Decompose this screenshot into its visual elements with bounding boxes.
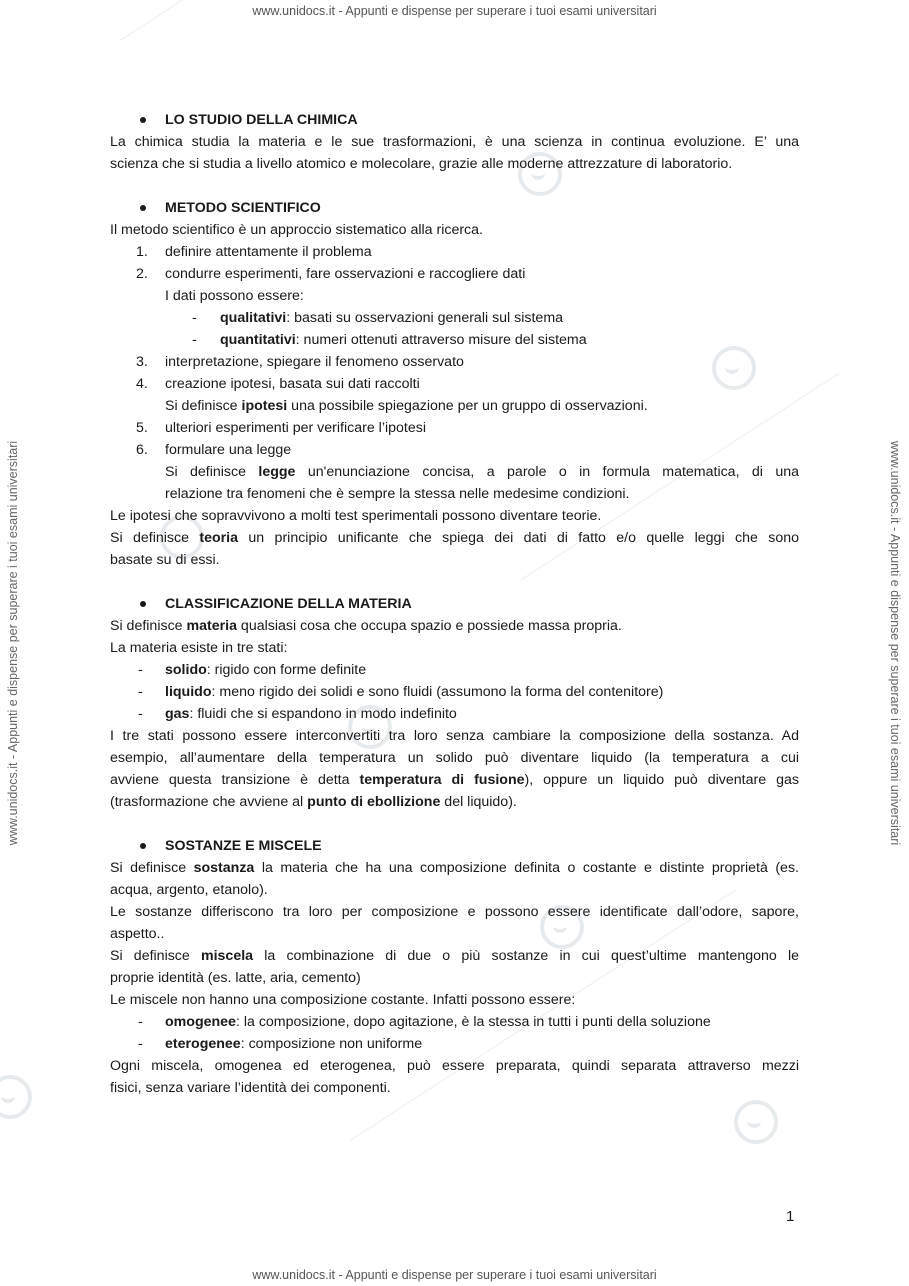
paragraph-line: La materia esiste in tre stati: xyxy=(110,640,288,656)
section-heading-sostanze-miscele: SOSTANZE E MISCELE xyxy=(110,835,799,857)
paragraph-line: acqua, argento, etanolo). xyxy=(110,882,268,898)
paragraph-line: Le ipotesi che sopravvivono a molti test sperimentali possono diventare teorie. xyxy=(110,508,602,524)
watermark-left: www.unidocs.it - Appunti e dispense per superare i tuoi esami universitari xyxy=(6,440,20,846)
paragraph-line: proprie identità (es. latte, aria, cemento) xyxy=(110,970,361,986)
watermark-right: www.unidocs.it - Appunti e dispense per superare i tuoi esami universitari xyxy=(888,440,902,846)
paragraph-line: scienza che si studia a livello atomico e molecolare, grazie alle moderne attrezzature di laboratorio. xyxy=(110,156,733,172)
list-item: 2. condurre esperimenti, fare osservazioni e raccogliere dati xyxy=(136,266,526,282)
list-item: 6. formulare una legge xyxy=(136,442,292,458)
paragraph-line: Ogni miscela, omogenea ed eterogenea, può essere preparata, quindi separata attraverso mezzi xyxy=(110,1058,799,1074)
paragraph-line: La chimica studia la materia e le sue trasformazioni, è una scienza in continua evoluzione. E’ una xyxy=(110,134,799,150)
page-number: 1 xyxy=(786,1208,795,1225)
list-item: 3. interpretazione, spiegare il fenomeno osservato xyxy=(136,354,464,370)
list-item-note: I dati possono essere: xyxy=(165,288,304,304)
sub-list-item: - qualitativi: basati su osservazioni generali sul sistema xyxy=(192,310,564,326)
paragraph-line: I tre stati possono essere interconvertiti tra loro senza cambiare la composizione della sostanza. Ad xyxy=(110,728,799,744)
list-item-note: relazione tra fenomeni che è sempre la stessa nelle medesime condizioni. xyxy=(165,486,630,502)
paragraph-line: Si definisce miscela la combinazione di due o più sostanze in cui quest’ultime mantengono le xyxy=(110,948,799,964)
list-item: 4. creazione ipotesi, basata sui dati raccolti xyxy=(136,376,420,392)
paragraph-line: basate su di essi. xyxy=(110,552,220,568)
document-body xyxy=(110,109,799,1099)
paragraph-line: Il metodo scientifico è un approccio sistematico alla ricerca. xyxy=(110,222,483,238)
sub-list-item: - quantitativi: numeri ottenuti attraverso misure del sistema xyxy=(192,332,587,348)
paragraph-line: Si definisce teoria un principio unificante che spiega dei dati di fatto e/o quelle leggi che sono xyxy=(110,530,799,546)
list-item: - omogenee: la composizione, dopo agitazione, è la stessa in tutti i punti della soluzione xyxy=(138,1014,711,1030)
section-heading-studio-chimica: LO STUDIO DELLA CHIMICA xyxy=(110,109,799,131)
list-item-note: Si definisce ipotesi una possibile spiegazione per un gruppo di osservazioni. xyxy=(165,398,648,414)
section-heading-metodo-scientifico: METODO SCIENTIFICO xyxy=(110,197,799,219)
list-item: - solido: rigido con forme definite xyxy=(138,662,367,678)
list-item-note: Si definisce legge un'enunciazione concisa, a parole o in formula matematica, di una xyxy=(165,464,800,480)
paragraph-line: Le miscele non hanno una composizione costante. Infatti possono essere: xyxy=(110,992,576,1008)
paragraph-line: Si definisce materia qualsiasi cosa che occupa spazio e possiede massa propria. xyxy=(110,618,622,634)
list-item: - eterogenee: composizione non uniforme xyxy=(138,1036,423,1052)
paragraph-line: esempio, all’aumentare della temperatura un solido può diventare liquido (la temperatura a cui xyxy=(110,750,799,766)
list-item: 1. definire attentamente il problema xyxy=(136,244,372,260)
paragraph-line: avviene questa transizione è detta temperatura di fusione), oppure un liquido può diventare gas xyxy=(110,772,799,788)
list-item: - liquido: meno rigido dei solidi e sono fluidi (assumono la forma del contenitore) xyxy=(138,684,664,700)
watermark-logo-icon xyxy=(0,1075,32,1119)
watermark-logo-icon xyxy=(734,1100,778,1144)
watermark-bottom: www.unidocs.it - Appunti e dispense per superare i tuoi esami universitari xyxy=(252,1268,657,1282)
list-item: 5. ulteriori esperimenti per verificare l’ipotesi xyxy=(136,420,426,436)
watermark-top: www.unidocs.it - Appunti e dispense per superare i tuoi esami universitari xyxy=(252,4,657,18)
section-heading-classificazione-materia: CLASSIFICAZIONE DELLA MATERIA xyxy=(110,593,799,615)
paragraph-line: Le sostanze differiscono tra loro per composizione e possono essere identificate dall’odore, sapore, xyxy=(110,904,799,920)
paragraph-line: Si definisce sostanza la materia che ha una composizione definita o costante e distinte proprietà (es. xyxy=(110,860,799,876)
paragraph-line: (trasformazione che avviene al punto di ebollizione del liquido). xyxy=(110,794,517,810)
paragraph-line: aspetto.. xyxy=(110,926,165,942)
list-item: - gas: fluidi che si espandono in modo indefinito xyxy=(138,706,457,722)
paragraph-line: fisici, senza variare l’identità dei componenti. xyxy=(110,1080,391,1096)
